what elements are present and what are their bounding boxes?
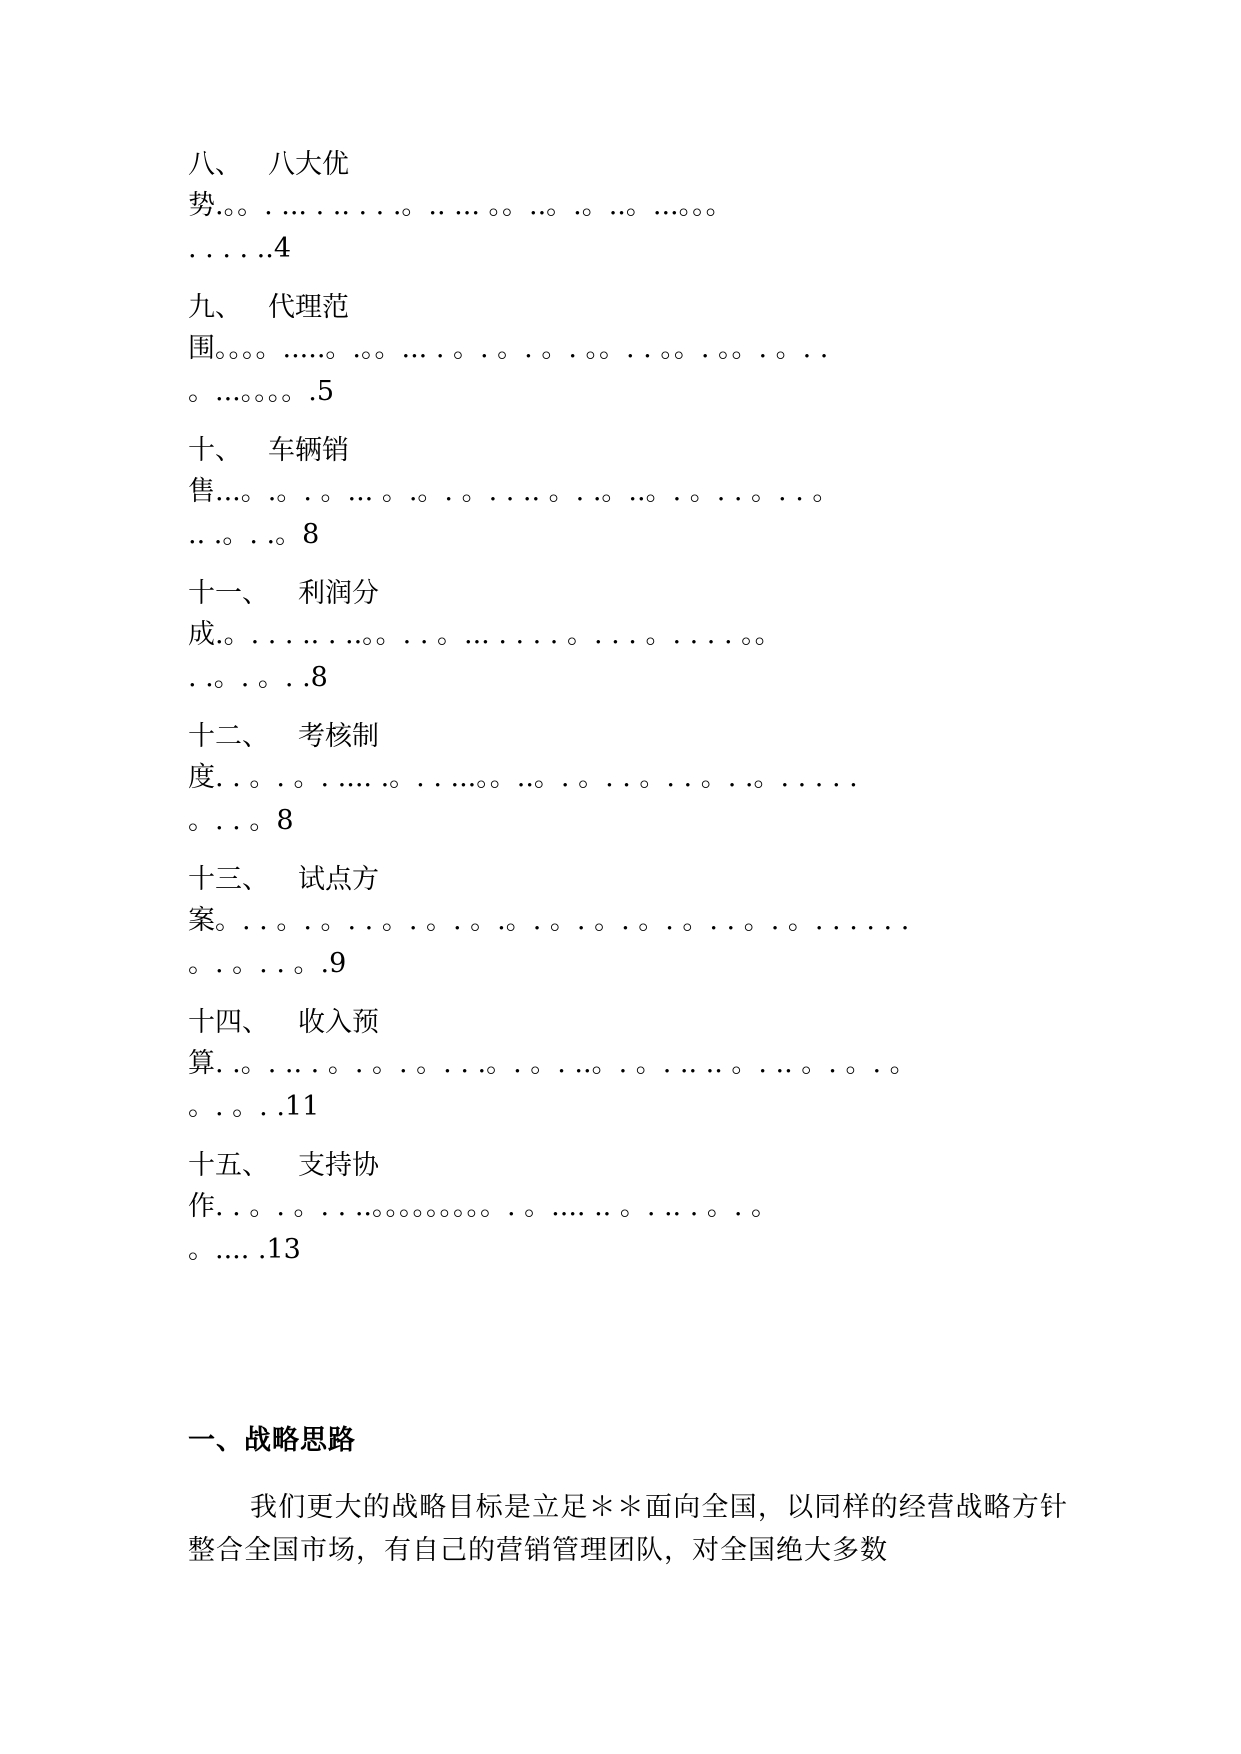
toc-entry-page-line [188, 1233, 301, 1267]
toc-entry-number: 九、 [188, 292, 242, 323]
toc-entry-number: 十二、 [188, 721, 269, 752]
toc-entry-dots: .。。. ... . .. . . .。.. ... 。。..。.。..。...。。。 [215, 190, 733, 221]
toc-entry-title-tail: 势 [188, 190, 215, 221]
toc-entry-title-tail: 案 [188, 905, 215, 936]
toc-entry-leader [188, 904, 909, 938]
toc-entry-title-text: 试点方 [298, 864, 379, 895]
toc-entry-number: 八、 [188, 149, 242, 180]
toc-entry-dots-tail: 。. 。. . 。. [188, 948, 330, 979]
toc-entry-title-tail: 售 [188, 476, 215, 507]
toc-entry-number: 十四、 [188, 1007, 269, 1038]
toc-entry-8[interactable] [188, 148, 1068, 291]
toc-entry-dots: .。. . . .. . ..。。. . 。... . . . . 。. . . 。. . . . 。。 [215, 619, 782, 650]
toc-entry-dots-tail: 。. 。. . [188, 1091, 285, 1122]
toc-entry-dots-tail: .. .。. .。 [188, 519, 303, 550]
toc-entry-number: 十、 [188, 435, 242, 466]
toc-entry-title [188, 434, 349, 468]
toc-entry-number: 十一、 [188, 578, 269, 609]
toc-entry-page: 13 [266, 1234, 301, 1265]
toc-entry-15[interactable] [188, 1149, 1068, 1292]
toc-entry-title-tail: 算 [188, 1048, 215, 1079]
toc-entry-page-line [188, 804, 294, 838]
toc-entry-title [188, 1006, 379, 1040]
toc-entry-page: 8 [276, 805, 294, 836]
toc-entry-title-text: 考核制 [298, 721, 379, 752]
section-heading: 一、战略思路 [188, 1425, 356, 1456]
toc-entry-page-line [188, 1090, 319, 1124]
toc-entry-leader [188, 761, 858, 795]
toc-entry-leader [188, 189, 733, 223]
toc-entry-title-tail: 成 [188, 619, 215, 650]
toc-entry-9[interactable] [188, 291, 1068, 434]
toc-entry-dots: 。。。。.....。.。。... . 。. 。. 。. 。。. . 。。. 。。. 。. . [215, 333, 829, 364]
toc-entry-title-tail: 度 [188, 762, 215, 793]
toc-entry-page-line [188, 518, 319, 552]
toc-entry-page-line [188, 232, 291, 266]
toc-entry-page-line [188, 375, 334, 409]
toc-entry-number: 十三、 [188, 864, 269, 895]
toc-entry-title [188, 291, 349, 325]
toc-entry-dots-tail: . . . . .. [188, 233, 274, 264]
toc-entry-title-text: 八大优 [268, 149, 349, 180]
toc-entry-leader [188, 475, 839, 509]
toc-entry-12[interactable] [188, 720, 1068, 863]
toc-entry-leader [188, 1190, 778, 1224]
toc-entry-title-text: 支持协 [298, 1150, 379, 1181]
toc-entry-13[interactable] [188, 863, 1068, 1006]
toc-entry-14[interactable] [188, 1006, 1068, 1149]
toc-entry-11[interactable] [188, 577, 1068, 720]
toc-entry-page: 8 [310, 662, 328, 693]
toc-entry-title [188, 863, 379, 897]
toc-entry-title [188, 577, 379, 611]
toc-entry-dots: ...。.。. 。... 。.。. 。. . .. 。. .。..。. 。. . 。. . 。 [215, 476, 840, 507]
toc-entry-title-text: 车辆销 [268, 435, 349, 466]
toc-entry-dots: . . 。. 。. .... .。. . ...。。..。. 。. . 。. . 。. .。. . . . . [215, 762, 858, 793]
toc-entry-dots-tail: 。. . 。 [188, 805, 277, 836]
toc-entry-page: 4 [273, 233, 292, 264]
toc-entry-page-line [188, 661, 328, 695]
toc-entry-title-tail: 围 [188, 333, 215, 364]
table-of-contents [188, 148, 1068, 1292]
toc-entry-title-text: 代理范 [268, 292, 349, 323]
section-paragraph: 我们更大的战略目标是立足＊＊面向全国，以同样的经营战略方针整合全国市场，有自己的营销管理团队，对全国绝大多数 [188, 1492, 1068, 1566]
toc-entry-dots: . .。. .. . 。. 。. 。. . .。. 。. ..。. 。. .. .. 。. .. 。. 。. 。 [215, 1048, 917, 1079]
toc-entry-page: 9 [329, 948, 347, 979]
toc-entry-number: 十五、 [188, 1150, 269, 1181]
toc-entry-dots: . . 。. 。. . ..。。。。。。。。。. 。.... .. 。. .. . 。. 。 [215, 1191, 779, 1222]
toc-entry-title-text: 利润分 [298, 578, 379, 609]
toc-entry-dots-tail: 。...。。。。. [188, 376, 317, 407]
toc-entry-dots-tail: 。.... . [188, 1234, 267, 1265]
toc-entry-title-tail: 作 [188, 1191, 215, 1222]
toc-entry-title [188, 148, 349, 182]
toc-entry-dots: 。. . 。. 。. . 。. 。. 。.。. 。. 。. 。. 。. . 。. 。. . . . . . [215, 905, 910, 936]
toc-entry-title-text: 收入预 [298, 1007, 379, 1038]
toc-entry-title [188, 1149, 379, 1183]
toc-entry-title [188, 720, 379, 754]
toc-entry-page: 5 [316, 376, 335, 407]
toc-entry-leader [188, 1047, 917, 1081]
toc-entry-page-line [188, 947, 346, 981]
toc-entry-page: 8 [302, 519, 320, 550]
toc-entry-page: 11 [284, 1091, 320, 1122]
toc-entry-leader [188, 332, 828, 366]
toc-entry-10[interactable] [188, 434, 1068, 577]
toc-entry-leader [188, 618, 782, 652]
toc-entry-dots-tail: . .。. 。. . [188, 662, 311, 693]
